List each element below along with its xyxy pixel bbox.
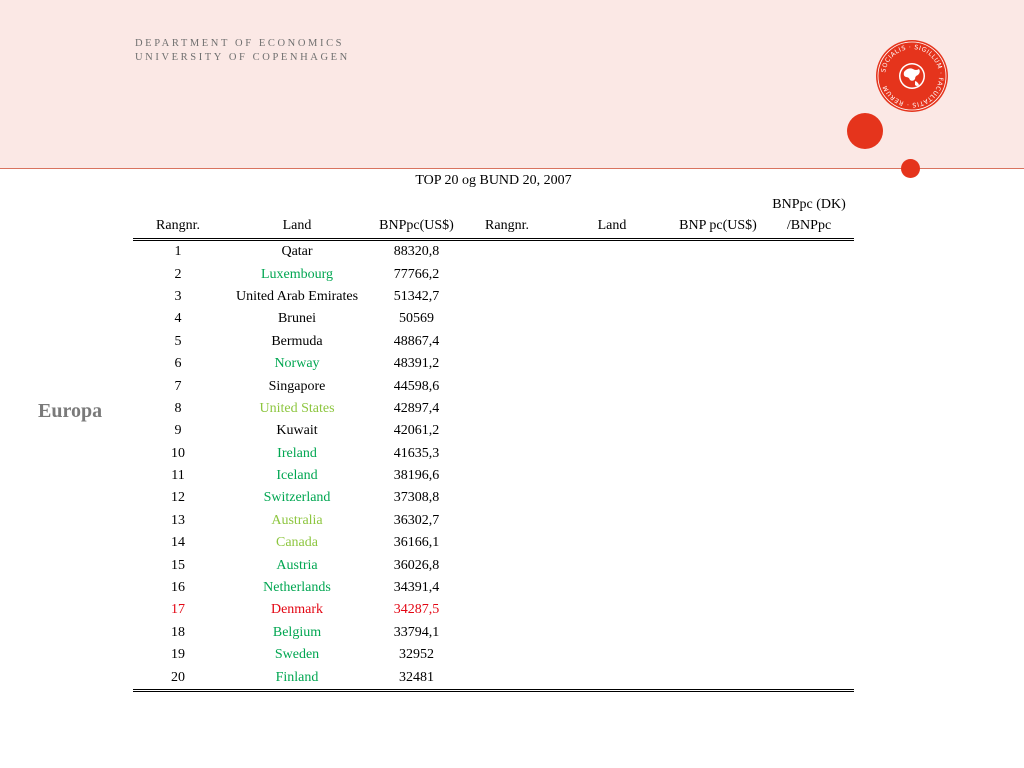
- cell-rank-bottom: [462, 487, 552, 509]
- cell-rank: 16: [171, 580, 185, 596]
- cell-rank-bottom: [462, 644, 552, 666]
- table-row: [133, 554, 854, 576]
- cell-rank-bottom: [462, 353, 552, 375]
- table-row: [133, 532, 854, 554]
- cell-gdp-usd: 34391,4: [393, 580, 440, 596]
- cell-gdp-usd: 77766,2: [393, 266, 440, 282]
- table-row: [133, 353, 854, 375]
- cell-land-bottom: [552, 286, 672, 308]
- cell-land: United States: [259, 400, 335, 416]
- cell-land-bottom: [552, 398, 672, 420]
- cell-rank: 18: [171, 624, 185, 640]
- cell-rank: 20: [133, 666, 223, 690]
- table-row: [133, 622, 854, 644]
- cell-gdp-usd-bottom: [672, 510, 764, 532]
- decorative-dot-small: [901, 159, 920, 178]
- header-land: Land: [223, 193, 371, 240]
- cell-gdp-usd-bottom: [672, 240, 764, 264]
- cell-gdp-usd-bottom: [672, 465, 764, 487]
- cell-ratio: [764, 331, 854, 353]
- table-row: [133, 510, 854, 532]
- table-row: [133, 666, 854, 690]
- cell-land-bottom: [552, 375, 672, 397]
- cell-land: Norway: [274, 356, 320, 372]
- cell-land: Iceland: [276, 468, 318, 484]
- cell-land-bottom: [552, 577, 672, 599]
- cell-rank: 1: [174, 244, 182, 260]
- cell-gdp-usd: 42061,2: [393, 423, 440, 439]
- cell-gdp-usd-bottom: [672, 644, 764, 666]
- cell-ratio: [764, 577, 854, 599]
- cell-land-bottom: [552, 666, 672, 690]
- cell-rank: 11: [171, 468, 185, 484]
- cell-gdp-usd: 38196,6: [393, 468, 440, 484]
- header-gdp-usd: BNPpc(US$): [371, 193, 462, 240]
- table-row: [133, 331, 854, 353]
- department-name: DEPARTMENT OF ECONOMICS: [135, 38, 345, 49]
- cell-rank-bottom: [462, 308, 552, 330]
- cell-land-bottom: [552, 331, 672, 353]
- svg-text:SOCIALIS · SIGILLUM · FACULTAT: SOCIALIS · SIGILLUM · FACULTATIS · RERUM: [880, 43, 945, 109]
- cell-gdp-usd-bottom: [672, 577, 764, 599]
- cell-rank-bottom: [462, 532, 552, 554]
- cell-rank: 10: [171, 445, 185, 461]
- cell-land: Singapore: [268, 378, 326, 394]
- table-caption: TOP 20 og BUND 20, 2007: [415, 173, 572, 188]
- cell-land-bottom: [552, 532, 672, 554]
- cell-rank: 8: [174, 400, 182, 416]
- cell-ratio: [764, 420, 854, 442]
- cell-gdp-usd: 33794,1: [393, 624, 440, 640]
- cell-gdp-usd: 36302,7: [393, 512, 440, 528]
- cell-ratio: [764, 443, 854, 465]
- cell-land: Australia: [271, 512, 323, 528]
- cell-rank-bottom: [462, 286, 552, 308]
- cell-rank: 13: [171, 512, 185, 528]
- university-seal-icon: [875, 39, 949, 113]
- cell-gdp-usd-bottom: [672, 420, 764, 442]
- header-ratio-line2: /BNPpc: [786, 218, 832, 233]
- cell-gdp-usd-bottom: [672, 286, 764, 308]
- cell-land: United Arab Emirates: [235, 288, 359, 304]
- cell-land-bottom: [552, 510, 672, 532]
- cell-gdp-usd-bottom: [672, 398, 764, 420]
- cell-ratio: [764, 554, 854, 576]
- cell-land: Canada: [276, 535, 318, 551]
- cell-gdp-usd: 44598,6: [393, 378, 440, 394]
- cell-ratio: [764, 286, 854, 308]
- cell-ratio: [764, 599, 854, 621]
- table-row: [133, 398, 854, 420]
- cell-gdp-usd-bottom: [672, 622, 764, 644]
- cell-land: Bermuda: [271, 333, 323, 349]
- cell-ratio: [764, 398, 854, 420]
- header-gdp-usd-bottom: BNP pc(US$): [672, 193, 764, 240]
- cell-ratio: [764, 644, 854, 666]
- cell-gdp-usd-bottom: [672, 443, 764, 465]
- cell-rank: 9: [174, 423, 182, 439]
- cell-rank-bottom: [462, 331, 552, 353]
- cell-rank: 14: [171, 535, 185, 551]
- cell-gdp-usd: 36166,1: [393, 535, 440, 551]
- cell-rank: 4: [174, 311, 182, 327]
- cell-gdp-usd: 32481: [371, 666, 462, 690]
- cell-ratio: [764, 510, 854, 532]
- university-name: UNIVERSITY OF COPENHAGEN: [135, 52, 350, 63]
- cell-land: Netherlands: [263, 580, 331, 596]
- cell-gdp-usd: 88320,8: [393, 244, 440, 260]
- cell-land-bottom: [552, 420, 672, 442]
- cell-land-bottom: [552, 487, 672, 509]
- cell-land-bottom: [552, 263, 672, 285]
- cell-rank: 15: [171, 557, 185, 573]
- cell-rank-bottom: [462, 375, 552, 397]
- table-body: [133, 240, 854, 691]
- cell-ratio: [764, 465, 854, 487]
- cell-gdp-usd-bottom: [672, 599, 764, 621]
- cell-land: Brunei: [277, 311, 317, 327]
- cell-rank-bottom: [462, 263, 552, 285]
- cell-rank-bottom: [462, 666, 552, 690]
- cell-land: Sweden: [274, 647, 320, 663]
- cell-ratio: [764, 240, 854, 264]
- cell-land: Ireland: [277, 445, 317, 461]
- cell-rank-bottom: [462, 398, 552, 420]
- cell-ratio: [764, 308, 854, 330]
- table-row: [133, 465, 854, 487]
- cell-land: Finland: [223, 666, 371, 690]
- table-row: [133, 599, 854, 621]
- cell-ratio: [764, 666, 854, 690]
- cell-gdp-usd: 32952: [399, 647, 434, 663]
- cell-ratio: [764, 532, 854, 554]
- cell-gdp-usd: 51342,7: [393, 288, 440, 304]
- cell-gdp-usd-bottom: [672, 532, 764, 554]
- cell-ratio: [764, 375, 854, 397]
- cell-rank: 19: [171, 647, 185, 663]
- cell-rank-bottom: [462, 599, 552, 621]
- cell-rank: 5: [174, 333, 182, 349]
- header-land-bottom: Land: [552, 193, 672, 240]
- header-rank-bottom: Rangnr.: [462, 193, 552, 240]
- cell-ratio: [764, 353, 854, 375]
- cell-land-bottom: [552, 465, 672, 487]
- cell-land-bottom: [552, 599, 672, 621]
- department-logo-text: [135, 37, 350, 65]
- table-row: [133, 420, 854, 442]
- table-row: [133, 577, 854, 599]
- cell-rank-bottom: [462, 443, 552, 465]
- cell-gdp-usd: 50569: [399, 311, 434, 327]
- cell-land: Denmark: [270, 602, 324, 618]
- table-row: [133, 644, 854, 666]
- cell-gdp-usd-bottom: [672, 666, 764, 690]
- cell-gdp-usd: 42897,4: [393, 400, 440, 416]
- cell-land-bottom: [552, 443, 672, 465]
- cell-gdp-usd-bottom: [672, 375, 764, 397]
- cell-land-bottom: [552, 622, 672, 644]
- cell-land: Luxembourg: [260, 266, 334, 282]
- cell-ratio: [764, 487, 854, 509]
- cell-rank: 17: [171, 602, 185, 618]
- table-row: [133, 286, 854, 308]
- cell-rank-bottom: [462, 622, 552, 644]
- cell-land: Austria: [276, 557, 318, 573]
- cell-gdp-usd-bottom: [672, 308, 764, 330]
- cell-gdp-usd: 34287,5: [393, 602, 440, 618]
- cell-rank-bottom: [462, 554, 552, 576]
- header-ratio-line1: BNPpc (DK): [772, 197, 846, 212]
- table-row: [133, 443, 854, 465]
- table-row: [133, 263, 854, 285]
- cell-rank: 6: [174, 356, 182, 372]
- table-row: [133, 308, 854, 330]
- cell-land: Switzerland: [263, 490, 331, 506]
- cell-land-bottom: [552, 644, 672, 666]
- header-ratio: [764, 193, 854, 240]
- cell-rank-bottom: [462, 510, 552, 532]
- cell-gdp-usd: 48391,2: [393, 356, 440, 372]
- cell-land-bottom: [552, 554, 672, 576]
- cell-gdp-usd-bottom: [672, 487, 764, 509]
- cell-ratio: [764, 263, 854, 285]
- cell-rank: 2: [174, 266, 182, 282]
- cell-rank: 3: [174, 288, 182, 304]
- cell-gdp-usd-bottom: [672, 353, 764, 375]
- cell-gdp-usd: 48867,4: [393, 333, 440, 349]
- cell-gdp-usd-bottom: [672, 331, 764, 353]
- cell-land-bottom: [552, 240, 672, 264]
- cell-gdp-usd: 41635,3: [393, 445, 440, 461]
- cell-rank: 12: [171, 490, 185, 506]
- cell-land: Qatar: [281, 244, 313, 260]
- cell-land: Belgium: [272, 624, 322, 640]
- cell-land: Kuwait: [276, 423, 318, 439]
- europa-label: Europa: [38, 400, 103, 422]
- decorative-dot-large: [847, 113, 883, 149]
- header-rank: Rangnr.: [133, 193, 223, 240]
- table-row: [133, 487, 854, 509]
- cell-rank: 7: [174, 378, 182, 394]
- cell-ratio: [764, 622, 854, 644]
- cell-rank-bottom: [462, 240, 552, 264]
- cell-rank-bottom: [462, 577, 552, 599]
- table-header-row: [133, 193, 854, 240]
- table-row: [133, 375, 854, 397]
- cell-rank-bottom: [462, 465, 552, 487]
- cell-rank-bottom: [462, 420, 552, 442]
- cell-gdp-usd: 36026,8: [393, 557, 440, 573]
- table-row: [133, 240, 854, 264]
- cell-land-bottom: [552, 353, 672, 375]
- cell-gdp-usd-bottom: [672, 554, 764, 576]
- cell-gdp-usd: 37308,8: [393, 490, 440, 506]
- cell-gdp-usd-bottom: [672, 263, 764, 285]
- gdp-ranking-table: [133, 193, 854, 692]
- cell-land-bottom: [552, 308, 672, 330]
